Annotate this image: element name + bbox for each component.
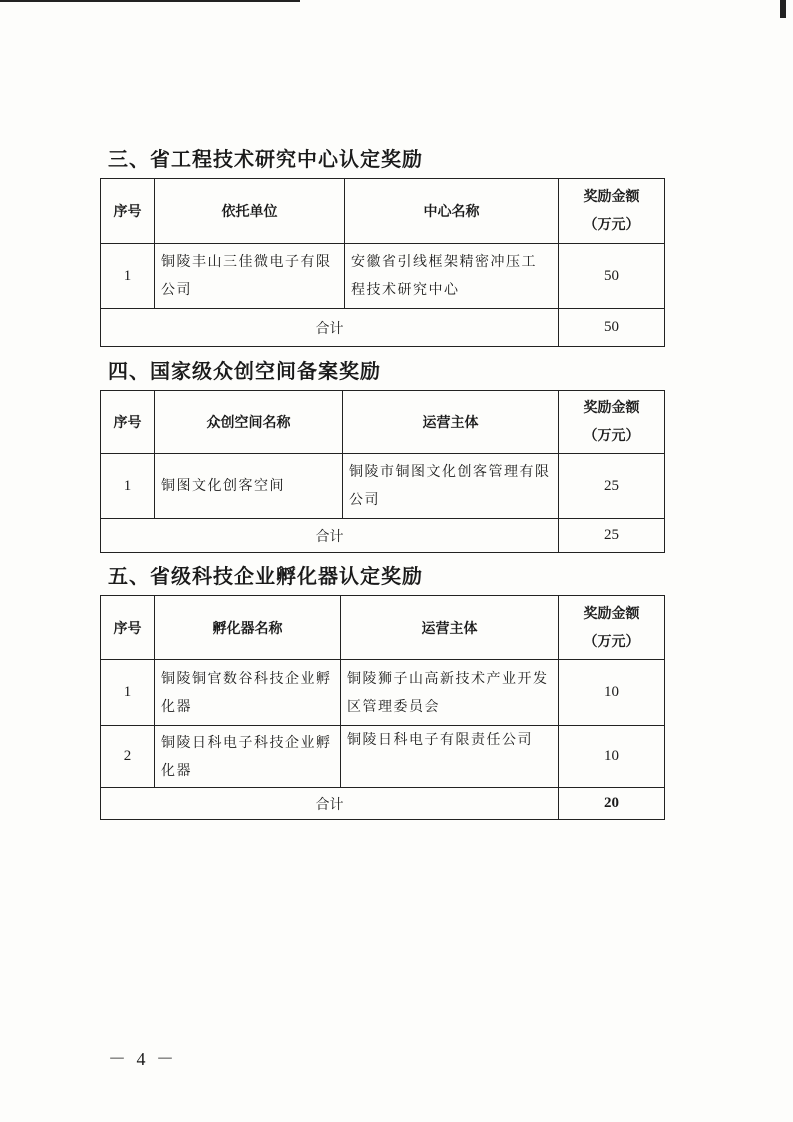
total-amount: 50 [559, 309, 665, 347]
table-header-row [101, 596, 665, 660]
total-row [101, 309, 665, 347]
row-no: 1 [101, 454, 155, 519]
total-row [101, 788, 665, 820]
scan-mark-right [780, 0, 786, 18]
header-amount-label: 奖励金额 [583, 400, 640, 416]
row-incubator: 铜陵铜官数谷科技企业孵化器 [155, 660, 341, 726]
row-no: 1 [101, 244, 155, 309]
header-no: 序号 [101, 179, 155, 244]
header-amount-unit: （万元） [583, 217, 640, 233]
row-incubator: 铜陵日科电子科技企业孵化器 [155, 726, 341, 788]
table-row [101, 660, 665, 726]
table-row [101, 244, 665, 309]
total-row [101, 519, 665, 553]
row-operator: 铜陵狮子山高新技术产业开发区管理委员会 [341, 660, 559, 726]
section-title-4: 四、国家级众创空间备案奖励 [108, 359, 381, 383]
header-no: 序号 [101, 596, 155, 660]
header-amount-unit: （万元） [583, 428, 640, 444]
row-center: 安徽省引线框架精密冲压工程技术研究中心 [345, 244, 559, 309]
header-center: 中心名称 [345, 179, 559, 244]
header-amount-label: 奖励金额 [583, 605, 640, 622]
header-no: 序号 [101, 391, 155, 454]
table-row [101, 726, 665, 788]
scan-mark-top [0, 0, 300, 2]
header-operator: 运营主体 [341, 596, 559, 660]
row-unit: 铜陵丰山三佳微电子有限公司 [155, 244, 345, 309]
header-amount [559, 596, 665, 660]
page-number: － 4 － [108, 1049, 177, 1069]
header-amount [559, 179, 665, 244]
row-amount: 25 [559, 454, 665, 519]
header-operator: 运营主体 [343, 391, 559, 454]
row-operator: 铜陵日科电子有限责任公司 [341, 726, 559, 788]
section-title-3: 三、省工程技术研究中心认定奖励 [108, 147, 423, 171]
total-amount: 20 [559, 788, 665, 820]
total-label: 合计 [101, 788, 559, 820]
row-no: 1 [101, 660, 155, 726]
table-header-row [101, 179, 665, 244]
header-space: 众创空间名称 [155, 391, 343, 454]
header-amount-label: 奖励金额 [583, 189, 640, 205]
header-unit: 依托单位 [155, 179, 345, 244]
award-table-3 [100, 178, 665, 347]
row-amount: 10 [559, 726, 665, 788]
header-amount [559, 391, 665, 454]
table-header-row [101, 391, 665, 454]
award-table-5 [100, 595, 665, 820]
table-row [101, 454, 665, 519]
row-amount: 10 [559, 660, 665, 726]
total-label: 合计 [101, 309, 559, 347]
header-incubator: 孵化器名称 [155, 596, 341, 660]
header-amount-unit: （万元） [583, 633, 640, 650]
total-label: 合计 [101, 519, 559, 553]
row-operator: 铜陵市铜图文化创客管理有限公司 [343, 454, 559, 519]
row-no: 2 [101, 726, 155, 788]
section-title-5: 五、省级科技企业孵化器认定奖励 [108, 564, 423, 588]
row-space: 铜图文化创客空间 [155, 454, 343, 519]
row-amount: 50 [559, 244, 665, 309]
award-table-4 [100, 390, 665, 553]
total-amount: 25 [559, 519, 665, 553]
